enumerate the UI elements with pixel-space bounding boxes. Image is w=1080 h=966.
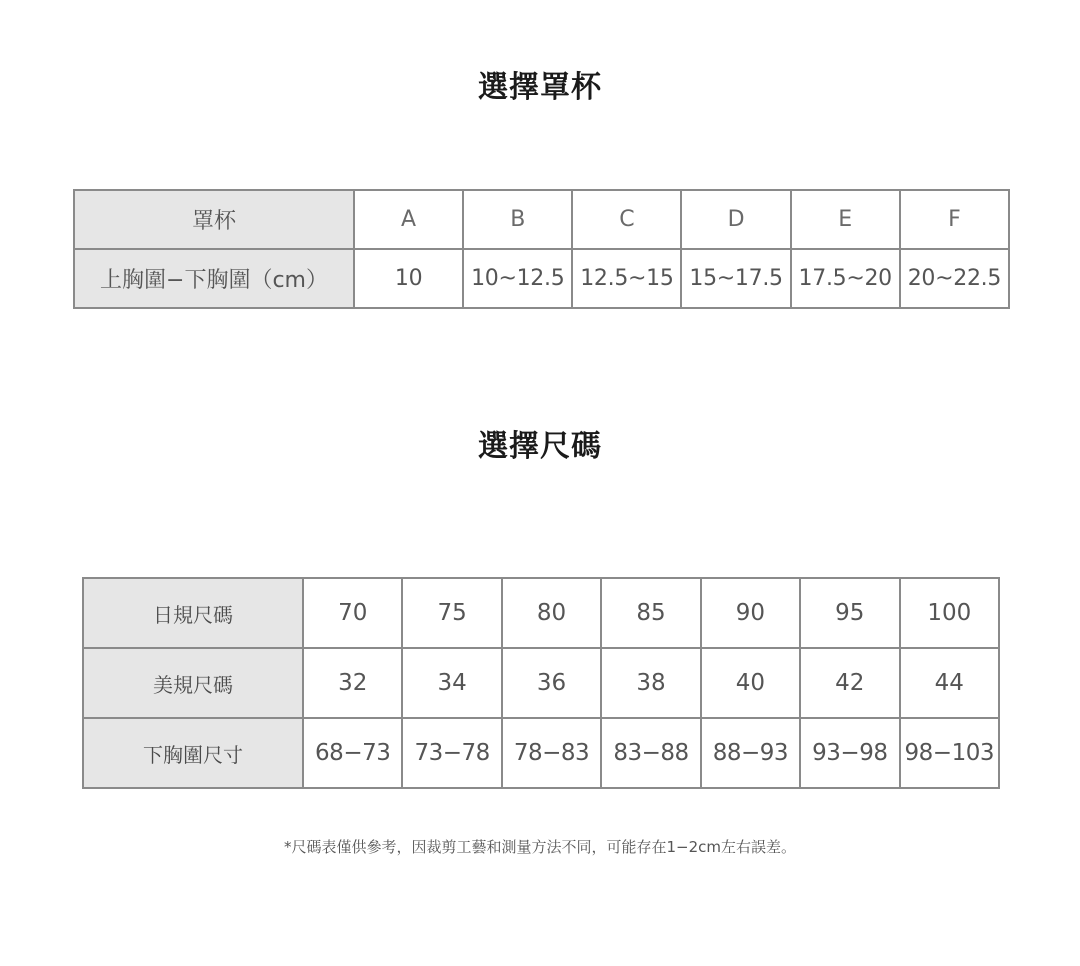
difference-cell-b: 10~12.5 xyxy=(463,249,572,308)
underbust-cell: 78−83 xyxy=(502,718,601,788)
cup-letter-a: A xyxy=(354,190,463,249)
jp-size-cell: 95 xyxy=(800,578,899,648)
underbust-row-header: 下胸圍尺寸 xyxy=(83,718,303,788)
cup-letter-c: C xyxy=(572,190,681,249)
underbust-cell: 73−78 xyxy=(402,718,501,788)
underbust-cell: 88−93 xyxy=(701,718,800,788)
difference-cell-d: 15~17.5 xyxy=(681,249,790,308)
band-size-table xyxy=(82,577,1000,789)
cup-section-title: 選擇罩杯 xyxy=(478,70,602,105)
jp-size-row-header: 日規尺碼 xyxy=(83,578,303,648)
size-section-title: 選擇尺碼 xyxy=(478,429,602,464)
us-size-cell: 34 xyxy=(402,648,501,718)
jp-size-row xyxy=(83,578,999,648)
underbust-cell: 98−103 xyxy=(900,718,999,788)
us-size-cell: 36 xyxy=(502,648,601,718)
underbust-cell: 93−98 xyxy=(800,718,899,788)
us-size-row xyxy=(83,648,999,718)
cup-row xyxy=(74,190,1009,249)
difference-row-header: 上胸圍−下胸圍（cm） xyxy=(74,249,354,308)
underbust-cell: 83−88 xyxy=(601,718,700,788)
underbust-cell: 68−73 xyxy=(303,718,402,788)
cup-letter-e: E xyxy=(791,190,900,249)
us-size-cell: 40 xyxy=(701,648,800,718)
us-size-cell: 38 xyxy=(601,648,700,718)
jp-size-cell: 90 xyxy=(701,578,800,648)
us-size-row-header: 美規尺碼 xyxy=(83,648,303,718)
jp-size-cell: 85 xyxy=(601,578,700,648)
difference-cell-e: 17.5~20 xyxy=(791,249,900,308)
cup-row-header: 罩杯 xyxy=(74,190,354,249)
underbust-row xyxy=(83,718,999,788)
us-size-cell: 32 xyxy=(303,648,402,718)
jp-size-cell: 75 xyxy=(402,578,501,648)
size-disclaimer-footnote: *尺碼表僅供參考，因裁剪工藝和測量方法不同，可能存在1−2cm左右誤差。 xyxy=(283,838,797,856)
cup-size-table xyxy=(73,189,1010,309)
cup-letter-b: B xyxy=(463,190,572,249)
difference-cell-c: 12.5~15 xyxy=(572,249,681,308)
cup-letter-f: F xyxy=(900,190,1009,249)
jp-size-cell: 70 xyxy=(303,578,402,648)
cup-letter-d: D xyxy=(681,190,790,249)
us-size-cell: 44 xyxy=(900,648,999,718)
difference-row xyxy=(74,249,1009,308)
difference-cell-a: 10 xyxy=(354,249,463,308)
us-size-cell: 42 xyxy=(800,648,899,718)
jp-size-cell: 80 xyxy=(502,578,601,648)
jp-size-cell: 100 xyxy=(900,578,999,648)
difference-cell-f: 20~22.5 xyxy=(900,249,1009,308)
